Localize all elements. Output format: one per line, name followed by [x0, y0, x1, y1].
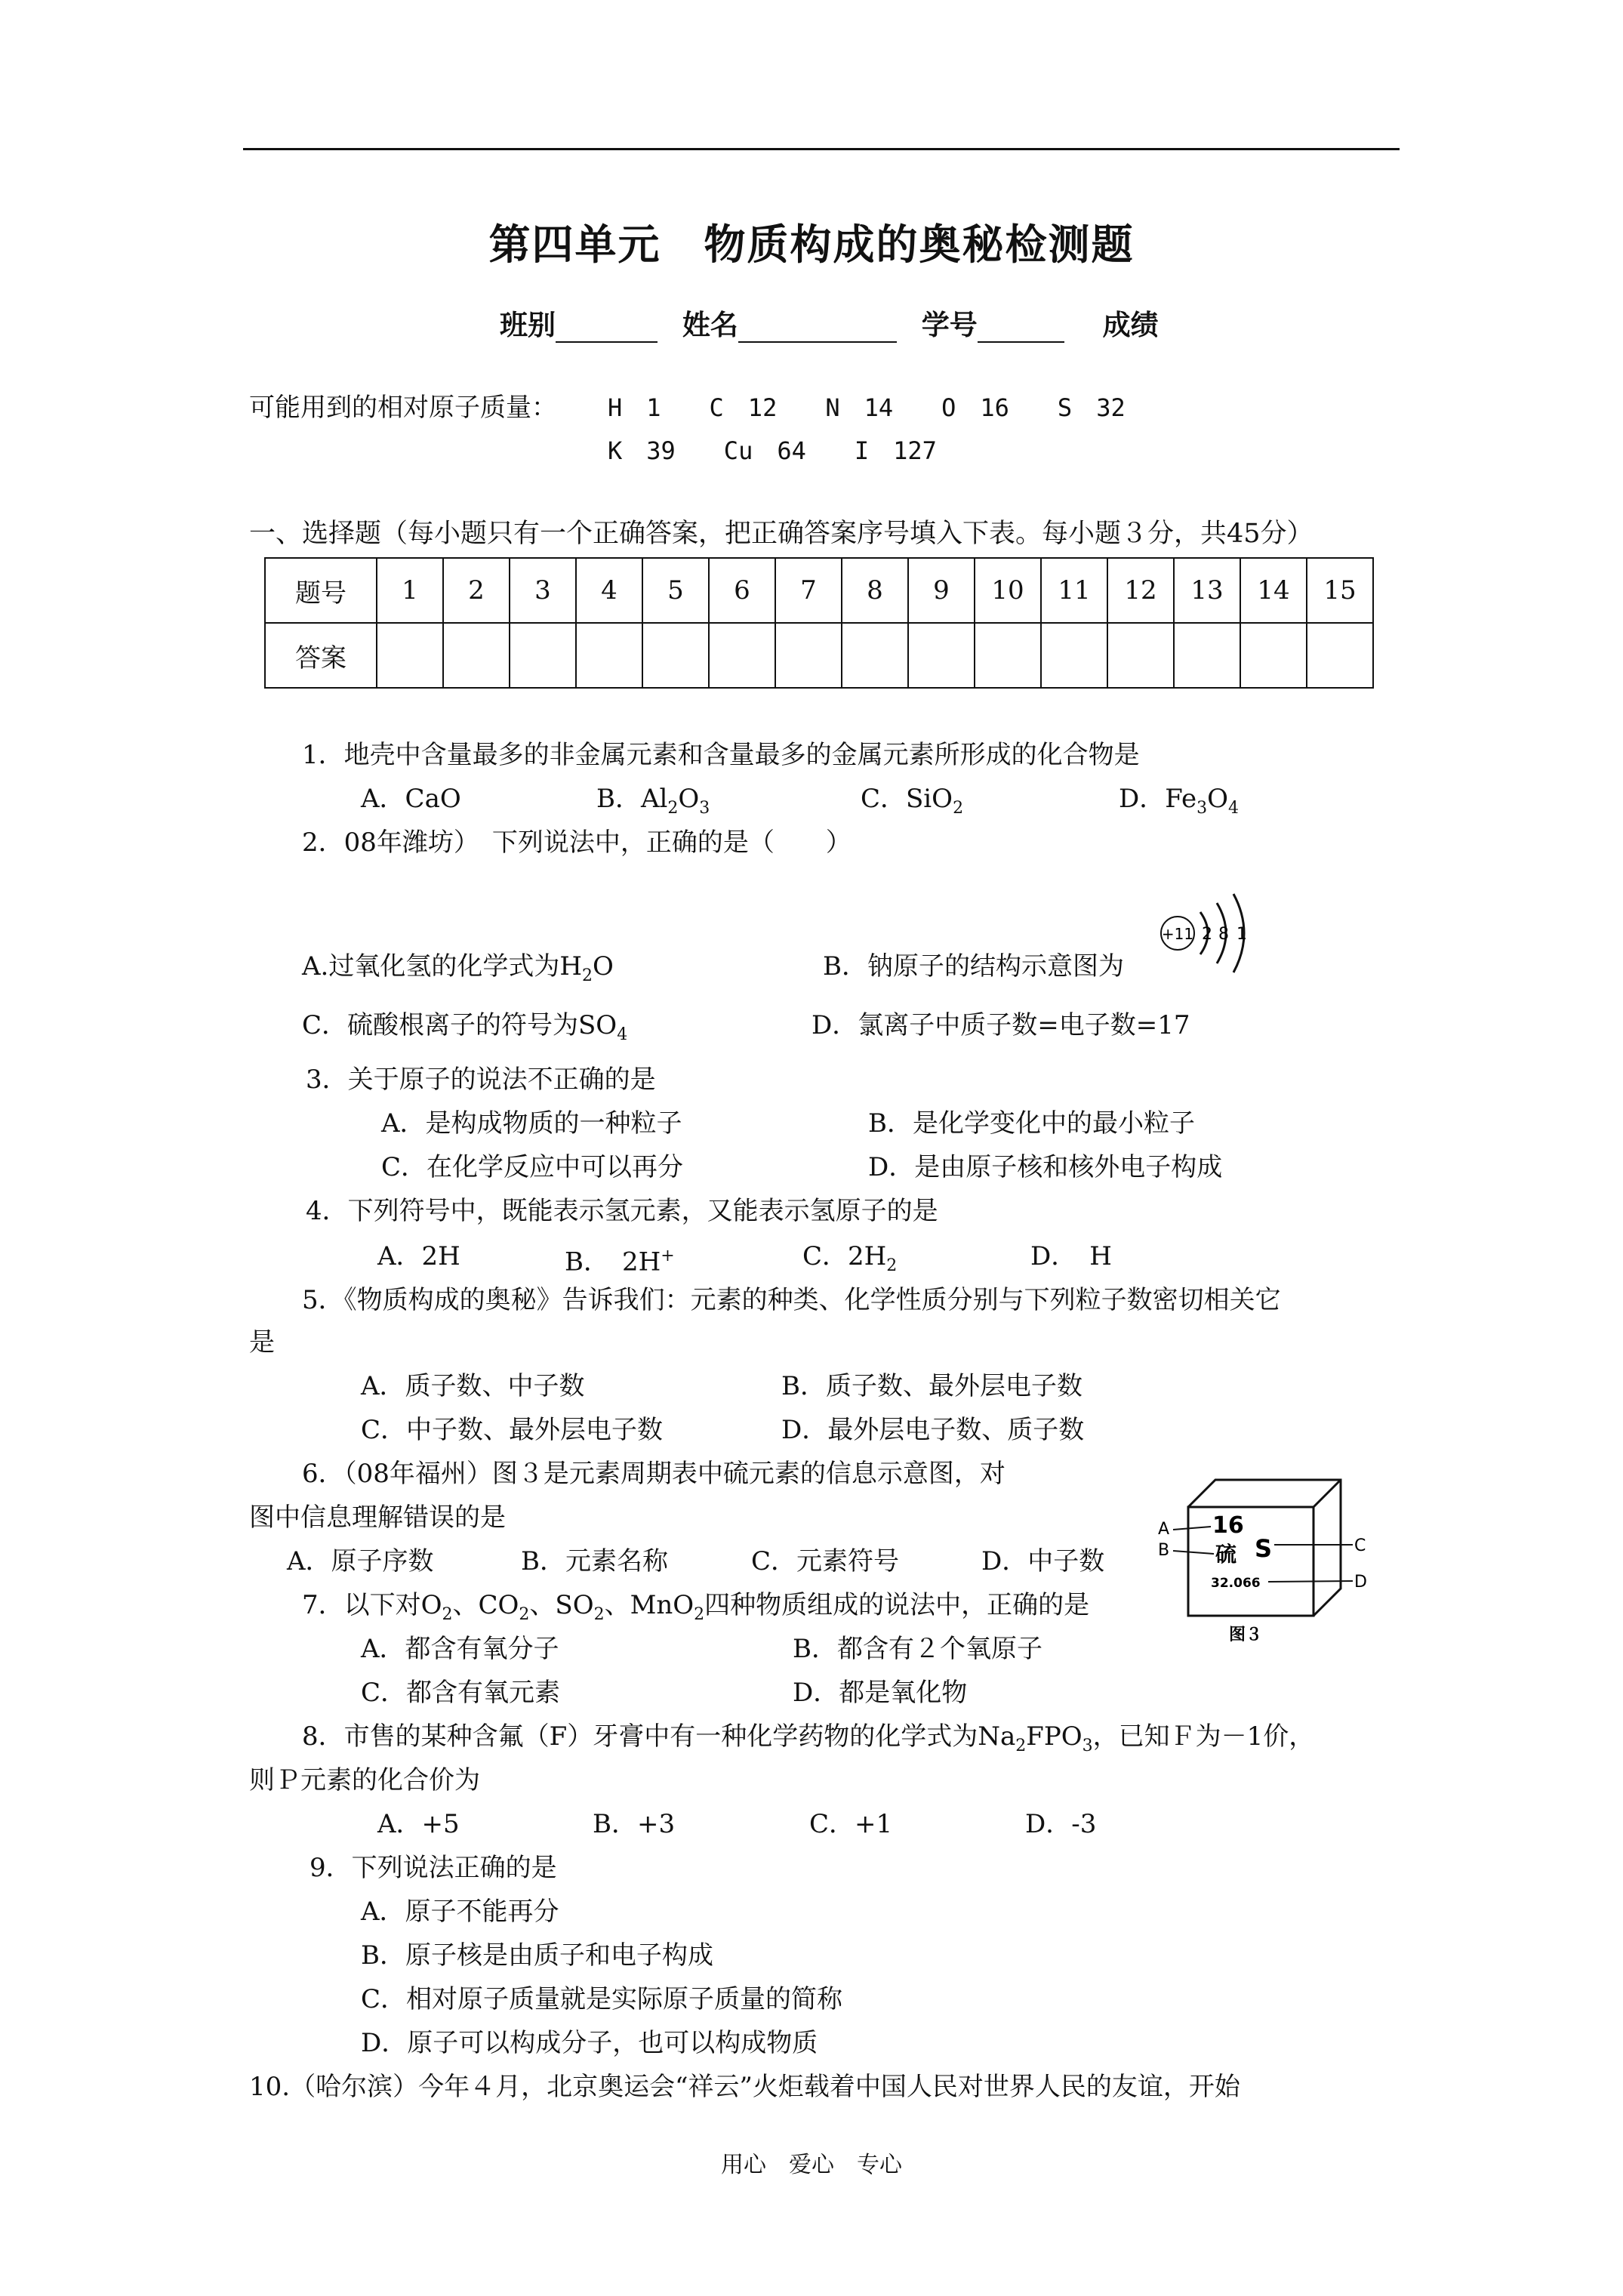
q10-stem: 10.（哈尔滨）今年４月，北京奥运会“祥云”火炬载着中国人民对世界人民的友谊，开始 [249, 2072, 1240, 2102]
q4-option-b: B． 2H+ [565, 1247, 675, 1277]
q3-option-d: D．是由原子核和核外电子构成 [868, 1152, 1223, 1182]
q4-option-a: A．2H [377, 1241, 460, 1271]
answer-cell[interactable] [443, 623, 510, 688]
answer-cell[interactable] [1174, 623, 1240, 688]
nucleus-charge: +11 [1161, 925, 1194, 943]
label-d: D [1354, 1573, 1367, 1592]
q6-stem: 6．（08年福州）图３是元素周期表中硫元素的信息示意图，对 [302, 1459, 1006, 1489]
q4-option-d: D． H [1030, 1241, 1112, 1271]
answer-cell[interactable] [377, 623, 443, 688]
masses-label: 可能用到的相对原子质量： [249, 393, 557, 423]
qnum-cell: 7 [775, 558, 842, 623]
answer-cell[interactable] [975, 623, 1041, 688]
answer-cell[interactable] [576, 623, 642, 688]
q3-option-b: B．是化学变化中的最小粒子 [868, 1108, 1195, 1139]
answer-cell[interactable] [775, 623, 842, 688]
q7-option-c: C．都含有氧元素 [361, 1678, 561, 1708]
q7-option-b: B．都含有２个氧原子 [793, 1634, 1042, 1664]
qnum-cell: 5 [642, 558, 709, 623]
section-heading-choice: 一、选择题（每小题只有一个正确答案，把正确答案序号填入下表。每小题３分，共45分） [249, 519, 1313, 549]
class-label: 班别 [500, 309, 556, 341]
q6-option-c: C．元素符号 [751, 1546, 900, 1576]
student-info-line [500, 302, 1159, 343]
sulfur-element-figure [1155, 1472, 1374, 1646]
q2-option-c: C．硫酸根离子的符号为$SO_4$ [302, 1010, 628, 1044]
q2-option-b: B．钠原子的结构示意图为 [823, 951, 1124, 982]
q9-option-d: D．原子可以构成分子，也可以构成物质 [361, 2028, 818, 2058]
element-name: 硫 [1215, 1542, 1237, 1567]
qnum-cell: 3 [510, 558, 576, 623]
id-blank[interactable] [978, 314, 1064, 343]
shell-electrons: 2 [1202, 925, 1212, 944]
answer-cell[interactable] [709, 623, 775, 688]
element-symbol: S [1255, 1534, 1273, 1563]
q6-option-b: B．元素名称 [521, 1546, 668, 1576]
label-c: C [1354, 1536, 1366, 1555]
qnum-cell: 12 [1107, 558, 1174, 623]
q7-option-d: D．都是氧化物 [793, 1678, 968, 1708]
q3-option-c: C．在化学反应中可以再分 [381, 1152, 684, 1182]
answer-table-header-row [265, 558, 1373, 623]
id-label: 学号 [921, 309, 978, 341]
answer-label-cell: 答案 [265, 623, 377, 688]
name-blank[interactable] [738, 314, 897, 343]
shell-electrons: 8 [1218, 925, 1229, 944]
q7-option-a: A．都含有氧分子 [361, 1634, 559, 1664]
qnum-cell: 14 [1240, 558, 1307, 623]
q2-stem: 2．08年潍坊） 下列说法中，正确的是（ ） [302, 827, 852, 858]
masses-row-2: K 39 Cu 64 I 127 [608, 436, 937, 465]
q9-option-c: C．相对原子质量就是实际原子质量的简称 [361, 1984, 843, 2014]
q9-option-b: B．原子核是由质子和电子构成 [361, 1940, 713, 1971]
q1-option-d: D．$Fe_3O_4$ [1119, 784, 1239, 818]
answer-cell[interactable] [1041, 623, 1107, 688]
qnum-cell: 1 [377, 558, 443, 623]
pointer-a [1173, 1527, 1211, 1530]
q1-option-c: C．SiO$_2$ [861, 784, 964, 818]
answer-cell[interactable] [1107, 623, 1174, 688]
q8-stem: 8．市售的某种含氟（F）牙膏中有一种化学药物的化学式为$Na_2FPO_3$，已知Ｆ为－1价， [302, 1721, 1315, 1755]
qnum-cell: 13 [1174, 558, 1240, 623]
atomic-number: 16 [1212, 1512, 1244, 1539]
atomic-mass: 32.066 [1211, 1576, 1261, 1591]
class-blank[interactable] [556, 314, 658, 343]
q9-option-a: A．原子不能再分 [361, 1897, 559, 1927]
header-label-cell: 题号 [265, 558, 377, 623]
qnum-cell: 9 [908, 558, 975, 623]
q5-option-d: D．最外层电子数、质子数 [781, 1415, 1085, 1445]
header-rule [243, 148, 1400, 150]
q4-option-c: C．$2H_2$ [802, 1241, 898, 1275]
qnum-cell: 2 [443, 558, 510, 623]
qnum-cell: 15 [1307, 558, 1373, 623]
answer-table [264, 557, 1374, 689]
q6-stem-cont: 图中信息理解错误的是 [249, 1502, 506, 1533]
q8-option-d: D．-3 [1025, 1809, 1097, 1839]
answer-cell[interactable] [1240, 623, 1307, 688]
name-label: 姓名 [682, 309, 738, 341]
cube-front [1188, 1507, 1313, 1616]
page-footer: 用心 爱心 专心 [721, 2152, 902, 2178]
q4-stem: 4．下列符号中，既能表示氢元素，又能表示氢原子的是 [306, 1196, 938, 1226]
qnum-cell: 4 [576, 558, 642, 623]
qnum-cell: 6 [709, 558, 775, 623]
answer-cell[interactable] [1307, 623, 1373, 688]
q8-option-a: A．+5 [377, 1809, 460, 1839]
q3-option-a: A．是构成物质的一种粒子 [381, 1108, 682, 1139]
page-title: 第四单元 物质构成的奥秘检测题 [488, 220, 1135, 269]
q1-stem: 1．地壳中含量最多的非金属元素和含量最多的金属元素所形成的化合物是 [302, 740, 1140, 770]
label-a: A [1158, 1520, 1170, 1539]
q6-option-a: A．原子序数 [287, 1546, 434, 1576]
q8-stem-cont: 则Ｐ元素的化合价为 [249, 1765, 480, 1795]
q5-option-c: C．中子数、最外层电子数 [361, 1415, 664, 1445]
figure-caption: 图３ [1229, 1626, 1263, 1644]
answer-table-answer-row [265, 623, 1373, 688]
sodium-atom-diagram [1155, 883, 1261, 982]
answer-cell[interactable] [642, 623, 709, 688]
qnum-cell: 11 [1041, 558, 1107, 623]
label-b: B [1158, 1541, 1170, 1560]
q6-option-d: D．中子数 [981, 1546, 1105, 1576]
score-label: 成绩 [1102, 309, 1159, 341]
q8-option-c: C．+1 [809, 1809, 893, 1839]
masses-row-1: H 1 C 12 N 14 O 16 S 32 [608, 393, 1126, 422]
shell-electrons: 1 [1236, 925, 1247, 944]
q7-stem: 7．以下对$O_2$、$CO_2$、$SO_2$、MnO$_2$四种物质组成的说法中，正确的是 [302, 1590, 1090, 1624]
qnum-cell: 10 [975, 558, 1041, 623]
q9-stem: 9．下列说法正确的是 [310, 1853, 557, 1883]
q5-stem: 5．《物质构成的奥秘》告诉我们：元素的种类、化学性质分别与下列粒子数密切相关它 [302, 1285, 1281, 1315]
q8-option-b: B．+3 [593, 1809, 676, 1839]
q5-stem-cont: 是 [249, 1327, 275, 1358]
q3-stem: 3．关于原子的说法不正确的是 [306, 1065, 656, 1095]
answer-cell[interactable] [510, 623, 576, 688]
qnum-cell: 8 [842, 558, 908, 623]
q2-option-a: A.过氧化氢的化学式为$H_2O$ [302, 951, 614, 985]
answer-cell[interactable] [842, 623, 908, 688]
q2-option-d: D．氯离子中质子数=电子数=17 [812, 1010, 1190, 1040]
pointer-d [1268, 1581, 1353, 1582]
pointer-b [1173, 1551, 1214, 1554]
q5-option-b: B．质子数、最外层电子数 [781, 1371, 1083, 1401]
q1-option-b: B．$Al_2O_3$ [596, 784, 710, 818]
answer-cell[interactable] [908, 623, 975, 688]
q5-option-a: A．质子数、中子数 [361, 1371, 585, 1401]
q1-option-a: A．CaO [361, 784, 461, 814]
